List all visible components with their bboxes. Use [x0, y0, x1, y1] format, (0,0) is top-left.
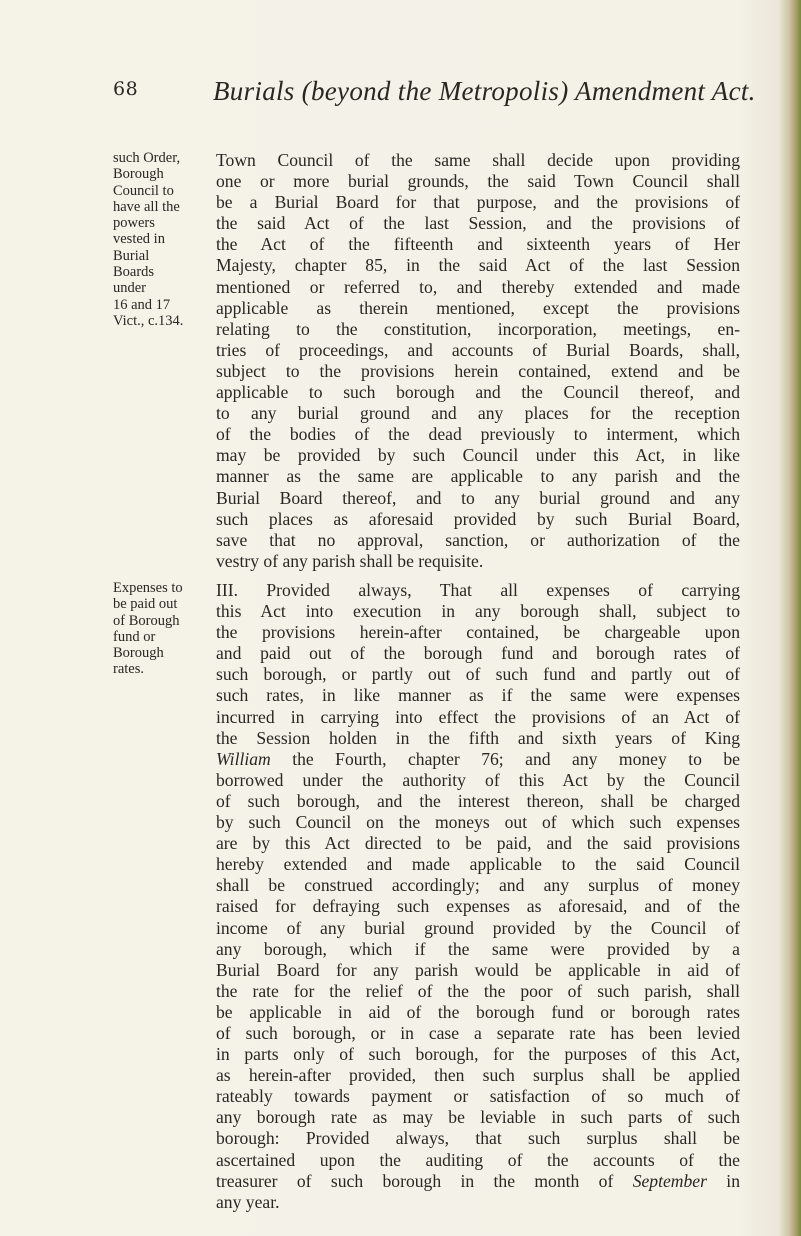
text-line: shall be construed accordingly; and any surplus of money [216, 875, 740, 896]
margin-note-line: Vict., c.134. [113, 312, 184, 329]
margin-note-line: Borough [113, 645, 164, 662]
text-line: Town Council of the same shall decide upon providing [216, 150, 740, 170]
margin-note-line: such Order, [113, 150, 181, 166]
margin-note-line: Expenses to [113, 580, 183, 596]
margin-note-line: Council to [113, 182, 174, 199]
text-line: raised for defraying such expenses as aforesaid, and of the [216, 896, 740, 917]
text-line: treasurer of such borough in the month of September in [216, 1170, 740, 1191]
text-line: may be provided by such Council under this Act, in like [216, 445, 740, 466]
body-text-section-three [216, 580, 740, 1213]
margin-note-section-three [113, 580, 191, 678]
text-line: be applicable in aid of the borough fund or borough rates [216, 1001, 740, 1022]
margin-note-line: powers [113, 215, 155, 232]
text-line: applicable to such borough and the Council thereof, and [216, 382, 740, 403]
text-line: Majesty, chapter 85, in the said Act of the last Session [216, 255, 740, 276]
text-line: borough: Provided always, that such surplus shall be [216, 1128, 740, 1149]
text-line: such rates, in like manner as if the same were expenses [216, 685, 740, 706]
text-line: income of any burial ground provided by the Council of [216, 917, 740, 938]
text-line: applicable as therein mentioned, except the provisions [216, 297, 740, 318]
text-line: the said Act of the last Session, and the provisions of [216, 213, 740, 234]
text-line: vestry of any parish shall be requisite. [216, 550, 484, 571]
text-line: subject to the provisions herein contained, extend and be [216, 360, 740, 381]
margin-note-section-one [113, 150, 191, 329]
text-line: any borough rate as may be leviable in such parts of such [216, 1107, 740, 1128]
text-line: rateably towards payment or satisfaction of so much of [216, 1086, 740, 1107]
text-line: of the bodies of the dead previously to interment, which [216, 424, 740, 445]
text-line: of such borough, and the interest thereon, shall be charged [216, 790, 740, 811]
text-line: incurred in carrying into effect the provisions of an Act of [216, 706, 740, 727]
text-line: by such Council on the moneys out of which such expenses [216, 812, 740, 833]
text-line: this Act into execution in any borough shall, subject to [216, 601, 740, 622]
margin-note-line: vested in [113, 231, 165, 248]
margin-note-line: Boards [113, 264, 155, 281]
text-line: save that no approval, sanction, or authorization of the [216, 529, 740, 550]
margin-note-line: Borough [113, 166, 164, 183]
margin-note-line: under [113, 280, 147, 297]
text-line: the provisions herein-after contained, be chargeable upon [216, 622, 740, 643]
text-line: III. Provided always, That all expenses of carrying [216, 580, 740, 600]
body-text-section-one [216, 150, 740, 572]
text-line: of such borough, or in case a separate rate has been levied [216, 1022, 740, 1043]
margin-note-line: have all the [113, 198, 180, 215]
text-line: Burial Board thereof, and to any burial ground and any [216, 487, 740, 508]
page-header [113, 76, 756, 116]
running-title: Burials (beyond the Metropolis) Amendment Act. [213, 76, 756, 106]
text-line: such places as aforesaid provided by such Burial Board, [216, 508, 740, 529]
text-line: manner as the same are applicable to any parish and the [216, 466, 740, 487]
text-line: the rate for the relief of the the poor of such parish, shall [216, 980, 740, 1001]
text-line: be a Burial Board for that purpose, and the provisions of [216, 192, 740, 213]
text-line: such borough, or partly out of such fund and partly out of [216, 664, 740, 685]
text-line: are by this Act directed to be paid, and the said provisions [216, 833, 740, 854]
text-line: Burial Board for any parish would be applicable in aid of [216, 959, 740, 980]
text-line: the Act of the fifteenth and sixteenth years of Her [216, 234, 740, 255]
text-line: tries of proceedings, and accounts of Burial Boards, shall, [216, 339, 740, 360]
margin-note-line: be paid out [113, 596, 178, 613]
text-line: relating to the constitution, incorporation, meetings, en- [216, 318, 740, 339]
text-line: in parts only of such borough, for the purposes of this Act, [216, 1044, 740, 1065]
text-line: the Session holden in the fifth and sixth years of King [216, 727, 740, 748]
margin-note-line: rates. [113, 661, 144, 678]
margin-note-line: fund or [113, 628, 156, 645]
text-line: to any burial ground and any places for the reception [216, 403, 740, 424]
margin-note-line: 16 and 17 [113, 296, 171, 313]
text-line: mentioned or referred to, and thereby extended and made [216, 276, 740, 297]
text-line: and paid out of the borough fund and borough rates of [216, 643, 740, 664]
text-line: hereby extended and made applicable to the said Council [216, 854, 740, 875]
margin-note-line: of Borough [113, 612, 180, 629]
page-number: 68 [113, 78, 139, 100]
text-line: any year. [216, 1191, 280, 1212]
text-line: ascertained upon the auditing of the accounts of the [216, 1149, 740, 1170]
text-line: one or more burial grounds, the said Town Council shall [216, 171, 740, 192]
text-line: William the Fourth, chapter 76; and any money to be [216, 748, 740, 769]
text-line: as herein-after provided, then such surplus shall be applied [216, 1065, 740, 1086]
page-edge-binding [779, 0, 801, 1236]
margin-note-line: Burial [113, 247, 150, 264]
text-line: any borough, which if the same were provided by a [216, 938, 740, 959]
text-line: borrowed under the authority of this Act by the Council [216, 769, 740, 790]
